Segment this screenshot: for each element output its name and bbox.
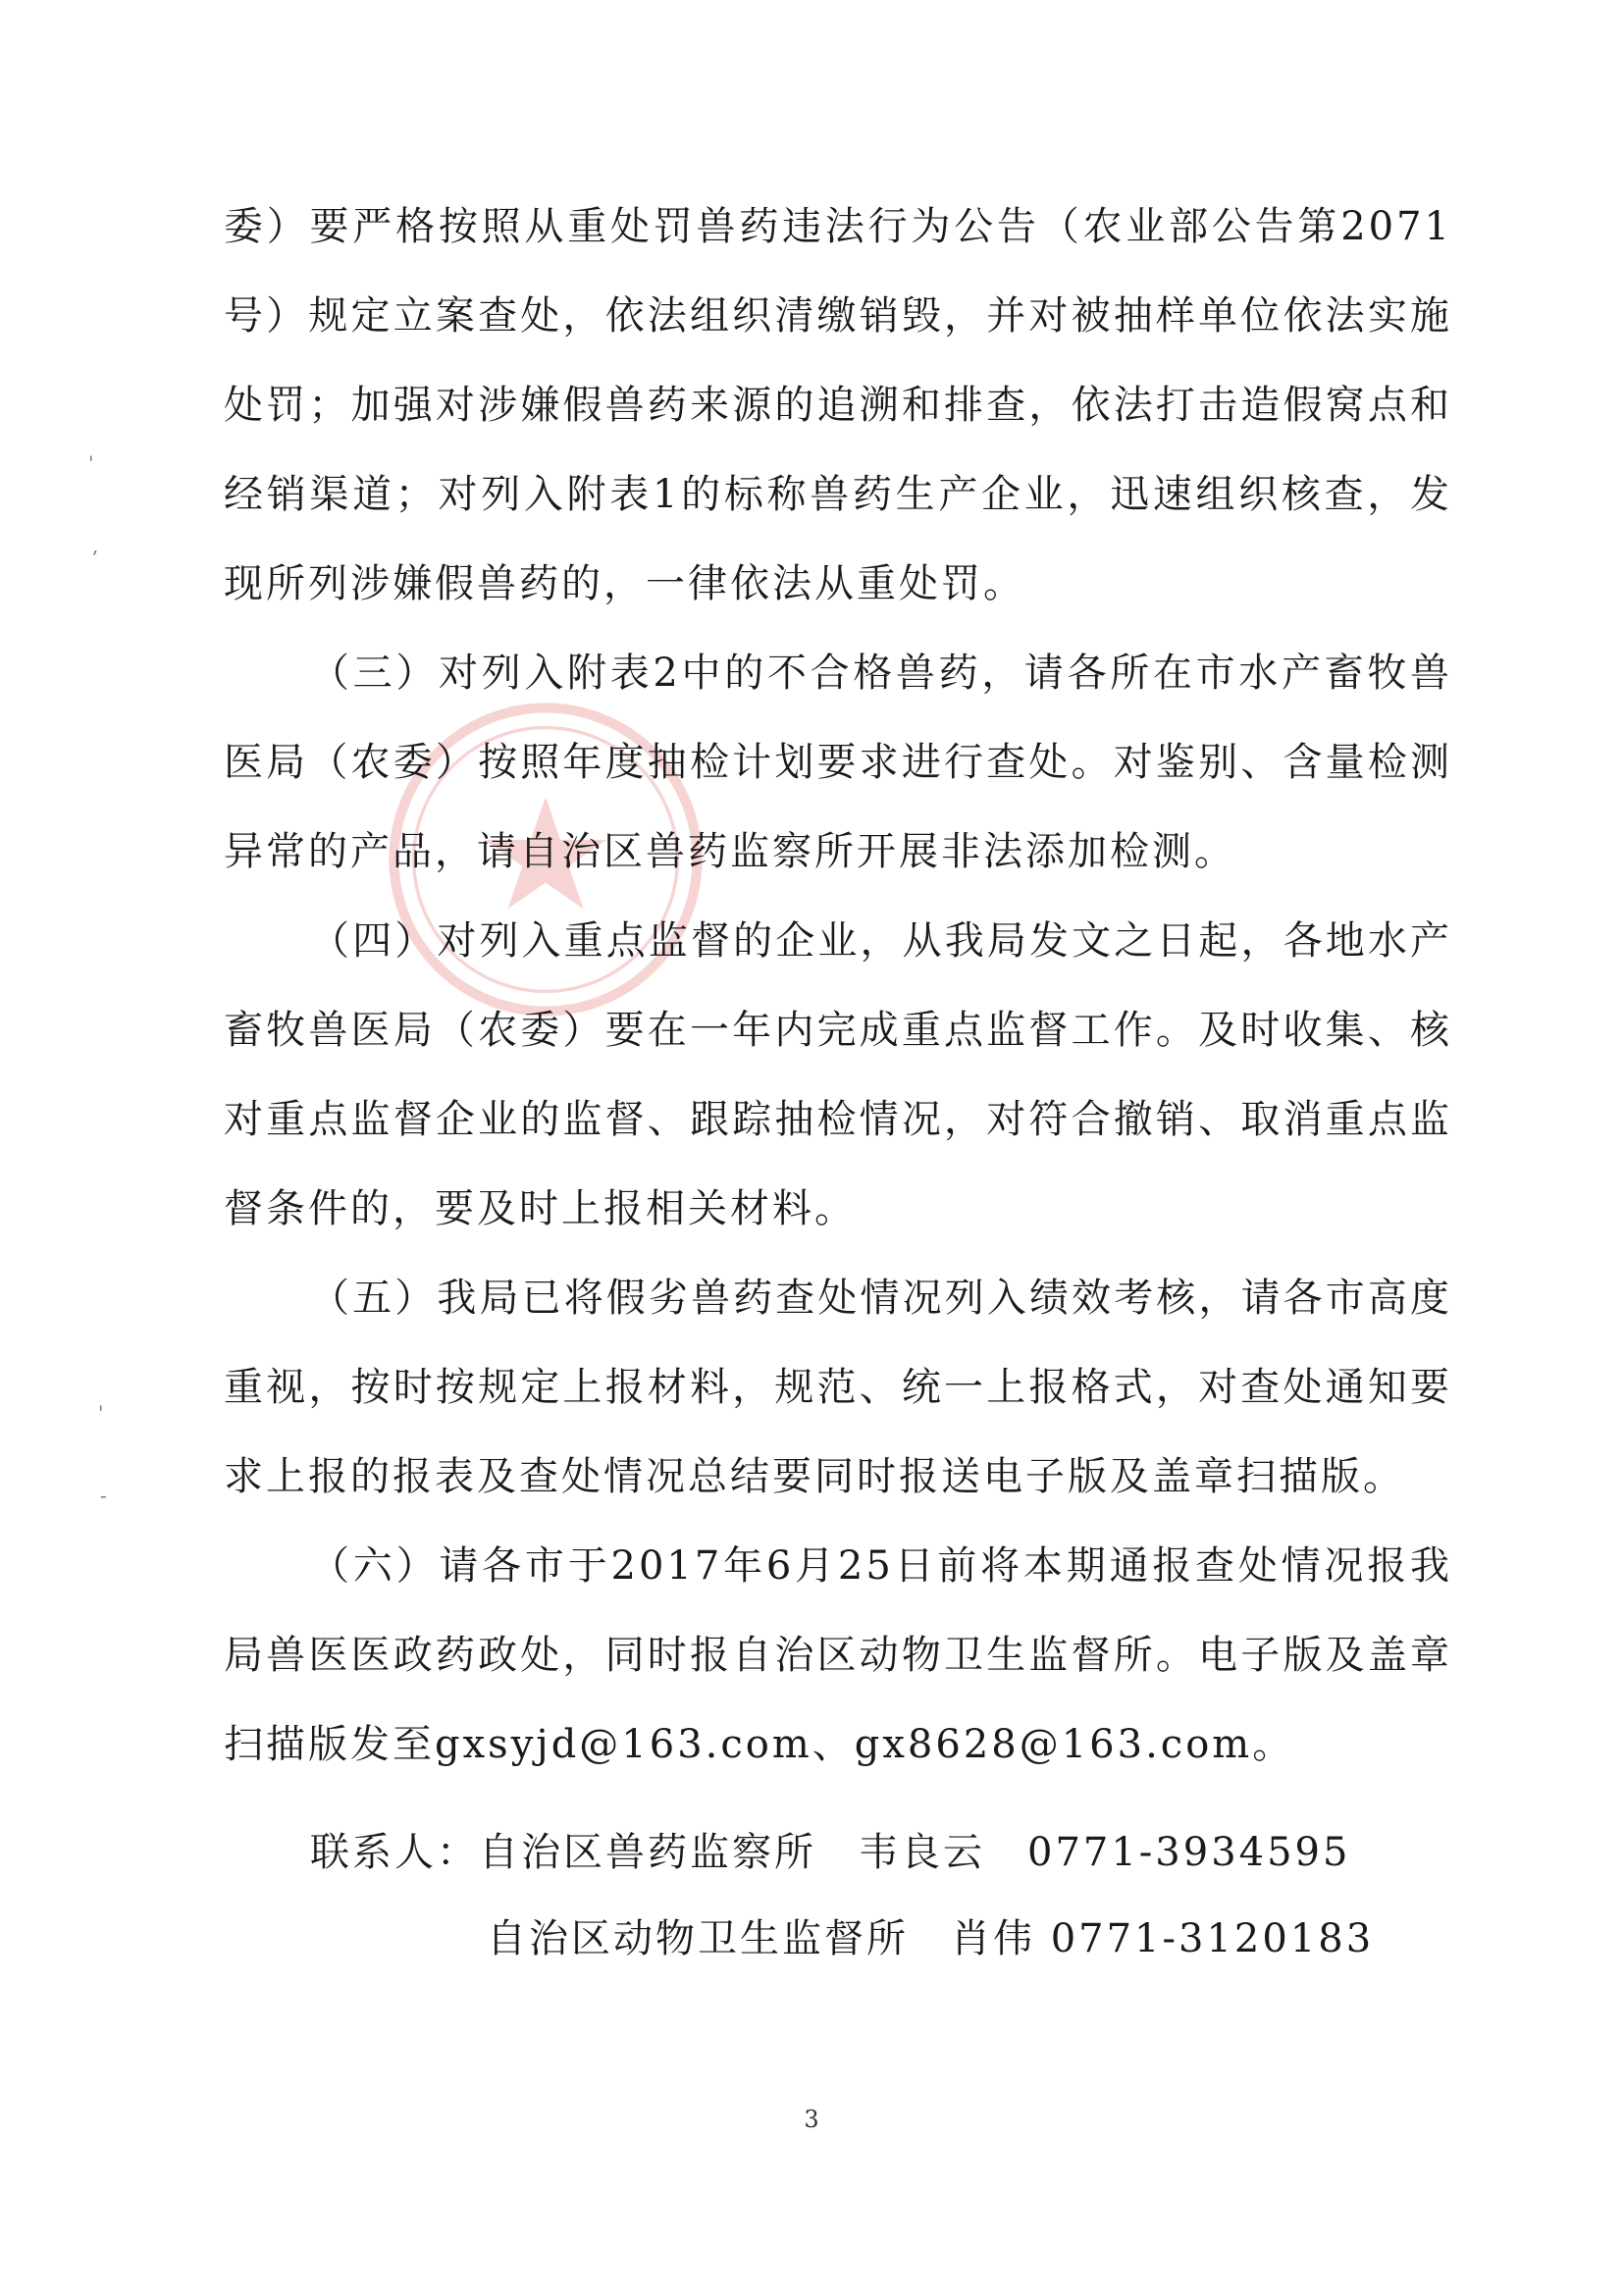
contact-line-2: 自治区动物卫生监督所 肖伟 0771-3120183 [487, 1916, 1375, 1961]
paragraph-item-3: （三）对列入附表2中的不合格兽药，请各所在市水产畜牧兽医局（农委）按照年度抽检计划要求进行查处。对鉴别、含量检测异常的产品，请自治区兽药监察所开展非法添加检测。 [224, 651, 1452, 874]
paragraph-item-4: （四）对列入重点监督的企业，从我局发文之日起，各地水产畜牧兽医局（农委）要在一年内完成重点监督工作。及时收集、核对重点监督企业的监督、跟踪抽检情况，对符合撤销、取消重点监督条件的，要及时上报相关材料。 [224, 918, 1452, 1231]
scan-speck-mark: - [100, 1484, 107, 1507]
scan-speck-mark: , [92, 534, 99, 557]
scan-speck-mark: ' [88, 451, 94, 475]
paragraph-item-5: （五）我局已将假劣兽药查处情况列入绩效考核，请各市高度重视，按时按规定上报材料，规范、统一上报格式，对查处通知要求上报的报表及查处情况总结要同时报送电子版及盖章扫描版。 [224, 1276, 1452, 1499]
page-number: 3 [804, 2106, 819, 2133]
scan-speck-mark: ' [98, 1401, 104, 1425]
paragraph-item-6: （六）请各市于2017年6月25日前将本期通报查处情况报我局兽医医政药政处，同时报自治区动物卫生监督所。电子版及盖章扫描版发至gxsyjd@163.com、gx8628@163.com。 [224, 1543, 1452, 1767]
document-body [224, 183, 1452, 1790]
paragraph-continued: 委）要严格按照从重处罚兽药违法行为公告（农业部公告第2071号）规定立案查处，依法组织清缴销毁，并对被抽样单位依法实施处罚；加强对涉嫌假兽药来源的追溯和排查，依法打击造假窝点和经销渠道；对列入附表1的标称兽药生产企业，迅速组织核查，发现所列涉嫌假兽药的，一律依法从重处罚。 [224, 204, 1452, 606]
contact-line-1: 联系人：自治区兽药监察所 韦良云 0771-3934595 [310, 1830, 1351, 1875]
